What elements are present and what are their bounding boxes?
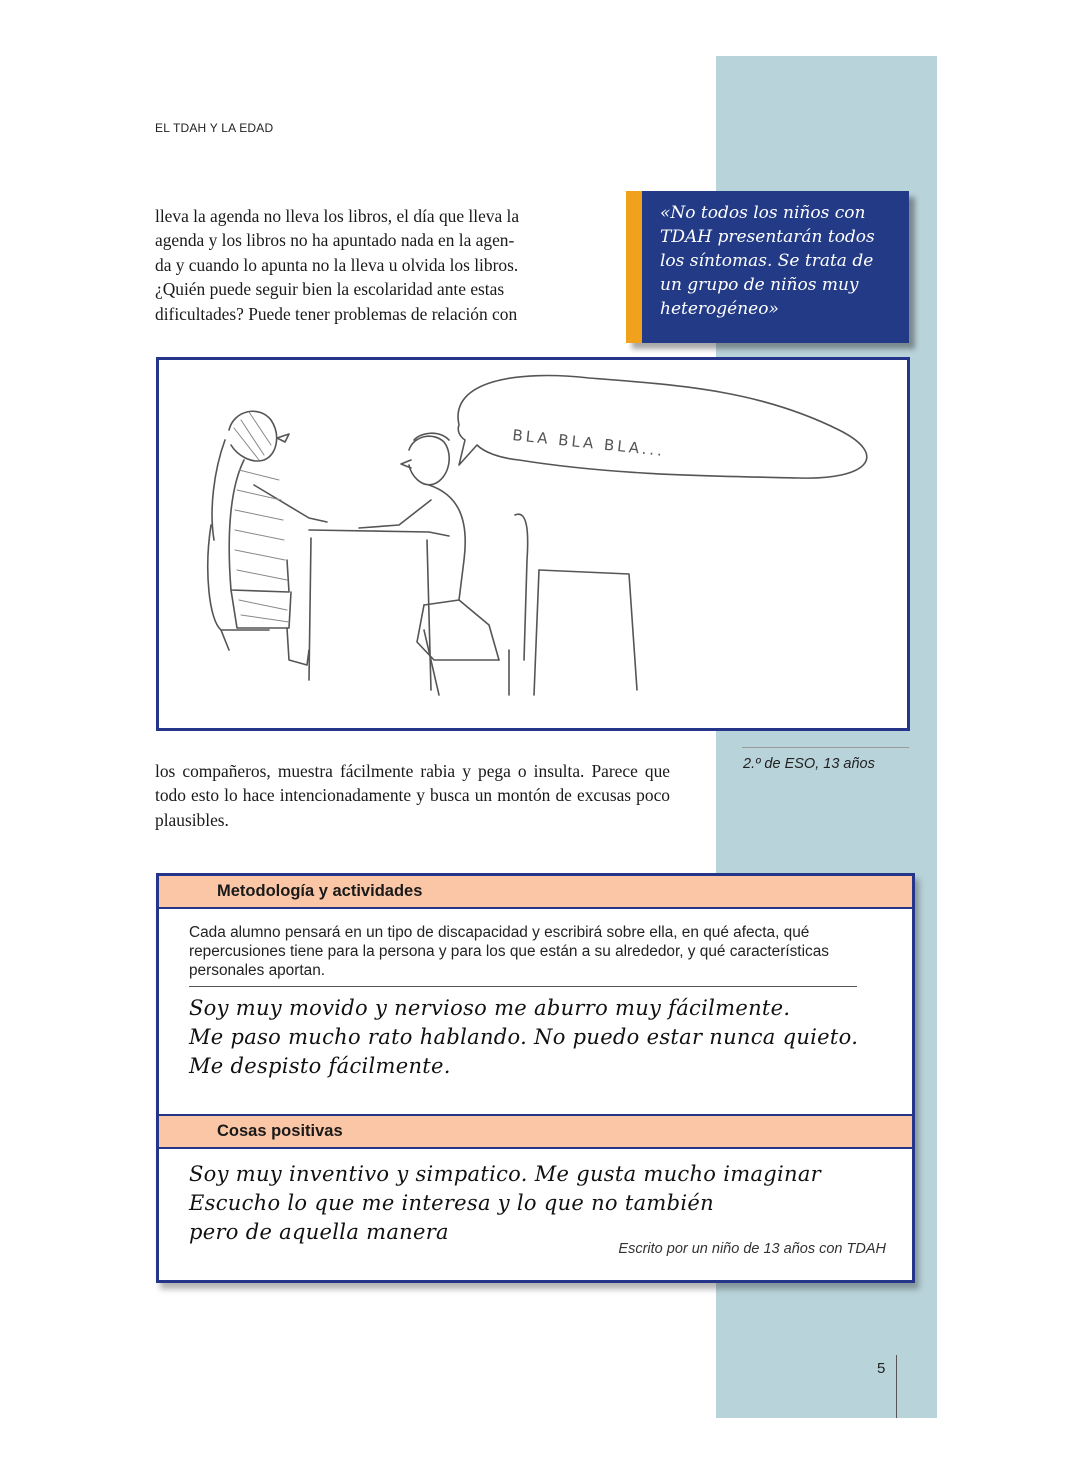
author-note: Escrito por un niño de 13 años con TDAH: [618, 1241, 886, 1257]
pull-quote-line: heterogéneo»: [660, 299, 779, 319]
handwritten-line: pero de aquella manera: [189, 1220, 449, 1244]
pull-quote-line: TDAH presentarán todos: [660, 227, 875, 247]
speech-bubble-text: BLA BLA BLA...: [511, 426, 666, 461]
handwritten-answer-1: [189, 994, 858, 1081]
handwritten-answer-2: [189, 1160, 821, 1247]
body-line: lleva la agenda no lleva los libros, el día que lleva la: [155, 206, 520, 226]
pull-quote-text: [660, 201, 904, 321]
body-paragraph-2: los compañeros, muestra fácilmente rabia y pega o insulta. Parece que todo esto lo hace intencionadamente y busca un montón de excusas poco plausibles.: [155, 761, 670, 830]
section-header-positive: [159, 1114, 912, 1149]
pull-quote-accent-bar: [626, 191, 642, 343]
activity-box: [156, 873, 915, 1283]
running-head: EL TDAH Y LA EDAD: [155, 121, 274, 135]
section-title: Metodología y actividades: [217, 882, 423, 900]
drawing-sketch: [159, 360, 907, 728]
pull-quote-line: los síntomas. Se trata de: [660, 251, 874, 271]
pull-quote: [626, 191, 909, 343]
body-paragraph-1: [155, 204, 596, 326]
body-line: ¿Quién puede seguir bien la escolaridad ante estas: [155, 279, 505, 300]
pull-quote-line: un grupo de niños muy: [660, 275, 859, 295]
handwritten-line: Soy muy inventivo y simpatico. Me gusta mucho imaginar: [189, 1162, 822, 1186]
section-header-methodology: [159, 876, 912, 909]
body-line: dificultades? Puede tener problemas de relación con: [155, 303, 518, 324]
instructions-rule: [189, 986, 857, 987]
caption-rule: [742, 747, 909, 748]
child-drawing: [156, 357, 910, 731]
section-title: Cosas positivas: [217, 1122, 343, 1140]
page-number: 5: [877, 1360, 886, 1377]
handwritten-line: Soy muy movido y nervioso me aburro muy fácilmente.: [189, 996, 791, 1020]
activity-instructions: Cada alumno pensará en un tipo de discapacidad y escribirá sobre ella, en qué afecta, qué repercusiones tiene para la persona y para los que están a su alrededor, y qué características personales aportan.: [189, 924, 829, 979]
body-line: agenda y los libros no ha apuntado nada en la agen-: [155, 230, 515, 251]
page-number-rule: [896, 1355, 897, 1418]
body-line: da y cuando lo apunta no la lleva u olvida los libros.: [155, 254, 519, 275]
handwritten-line: Me paso mucho rato hablando. No puedo estar nunca quieto.: [189, 1025, 859, 1049]
pull-quote-line: «No todos los niños con: [660, 203, 866, 223]
handwritten-line: Me despisto fácilmente.: [189, 1054, 451, 1078]
handwritten-line: Escucho lo que me interesa y lo que no también: [189, 1191, 714, 1215]
figure-caption: 2.º de ESO, 13 años: [743, 756, 875, 772]
